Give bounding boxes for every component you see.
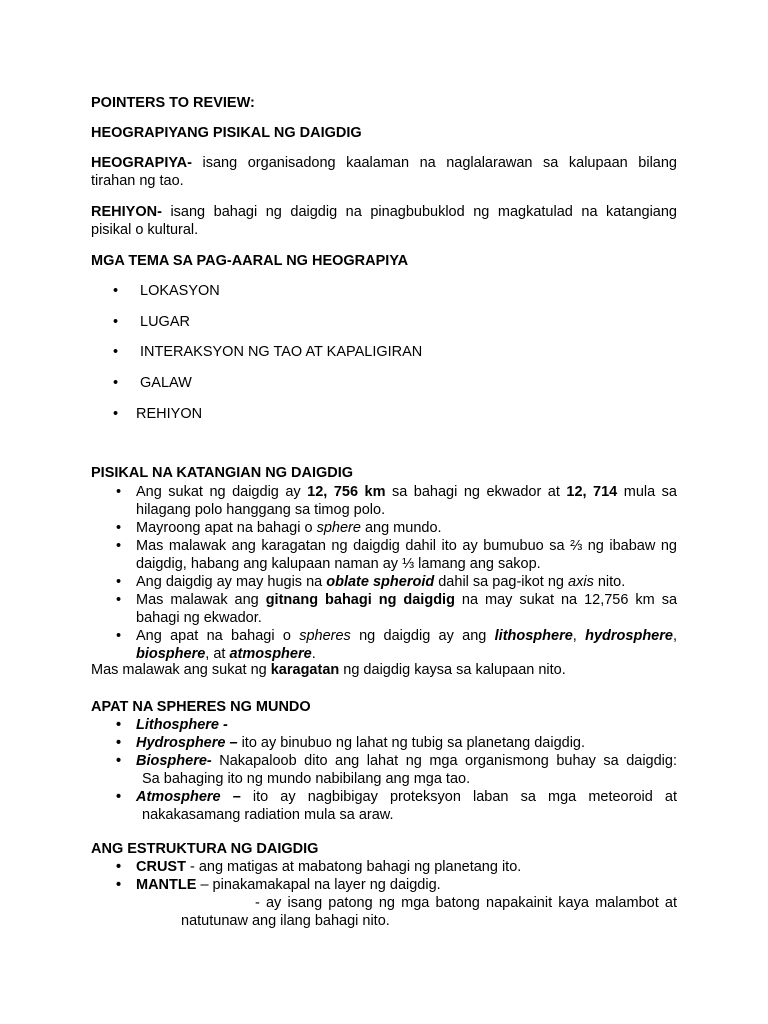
- definition-text-cont: pisikal o kultural.: [91, 222, 199, 238]
- definition-rehiyon: [91, 203, 677, 239]
- term-rehiyon: REHIYON-: [91, 204, 162, 220]
- list-item: • MANTLE – pinakamakapal na layer ng daigdig.: [91, 876, 677, 894]
- mantle-description: - ay isang patong ng mga batong napakainit kaya malambot at natutunaw ang ilang bahagi nito.: [181, 895, 677, 929]
- estruktura-heading: ANG ESTRUKTURA NG DAIGDIG: [91, 841, 319, 857]
- list-item: • INTERAKSYON NG TAO AT KAPALIGIRAN: [91, 343, 677, 374]
- list-item: • LUGAR: [91, 313, 677, 343]
- list-item: • Mayroong apat na bahagi o sphere ang mundo.: [91, 519, 677, 537]
- definition-text: isang bahagi ng daigdig na pinagbubuklod ng magkatulad na katangiang: [161, 204, 677, 220]
- list-item: • GALAW: [91, 374, 677, 405]
- temas-list: [91, 282, 677, 435]
- temas-heading: MGA TEMA SA PAG-AARAL NG HEOGRAPIYA: [91, 253, 409, 269]
- list-item: • Mas malawak ang karagatan ng daigdig dahil ito ay bumubuo sa ⅔ ng ibabaw ng daigdig, habang ang kalupaan naman ay ⅓ lamang ang sakop.: [91, 537, 677, 573]
- karagatan-note: Mas malawak ang sukat ng karagatan ng daigdig kaysa sa kalupaan nito.: [91, 662, 566, 678]
- pisikal-list: [91, 483, 677, 663]
- section-title: HEOGRAPIYANG PISIKAL NG DAIGDIG: [91, 125, 362, 141]
- list-item: • REHIYON: [91, 405, 677, 435]
- list-item: • CRUST - ang matigas at mabatong bahagi ng planetang ito.: [91, 858, 677, 876]
- list-item: • Ang daigdig ay may hugis na oblate spheroid dahil sa pag-ikot ng axis nito.: [91, 573, 677, 591]
- spheres-list: [91, 716, 677, 824]
- list-item: • Mas malawak ang gitnang bahagi ng daigdig na may sukat na 12,756 km sa bahagi ng ekwador.: [91, 591, 677, 627]
- list-item: • Hydrosphere – ito ay binubuo ng lahat ng tubig sa planetang daigdig.: [91, 734, 677, 752]
- list-item: • Biosphere- Nakapaloob dito ang lahat ng mga organismong buhay sa daigdig: Sa bahaging ito ng mundo nabibilang ang mga tao.: [91, 752, 677, 788]
- term-heograpiya: HEOGRAPIYA-: [91, 155, 192, 171]
- definition-text: isang organisadong kaalaman na naglalarawan sa kalupaan bilang: [191, 155, 677, 171]
- definition-text-cont: tirahan ng tao.: [91, 173, 184, 189]
- list-item: • LOKASYON: [91, 282, 677, 313]
- list-item: • Lithosphere -: [91, 716, 677, 734]
- definition-heograpiya: [91, 154, 677, 190]
- spheres-heading: APAT NA SPHERES NG MUNDO: [91, 699, 311, 715]
- review-title: POINTERS TO REVIEW:: [91, 95, 255, 111]
- estruktura-list: [91, 858, 677, 894]
- list-item: • Atmosphere – ito ay nagbibigay proteksyon laban sa mga meteoroid at nakakasamang radiation mula sa araw.: [91, 788, 677, 824]
- list-item: • Ang sukat ng daigdig ay 12, 756 km sa bahagi ng ekwador at 12, 714 mula sa hilagang polo hanggang sa timog polo.: [91, 483, 677, 519]
- list-item: • Ang apat na bahagi o spheres ng daigdig ay ang lithosphere, hydrosphere, biosphere, at atmosphere.: [91, 627, 677, 663]
- pisikal-heading: PISIKAL NA KATANGIAN NG DAIGDIG: [91, 465, 354, 481]
